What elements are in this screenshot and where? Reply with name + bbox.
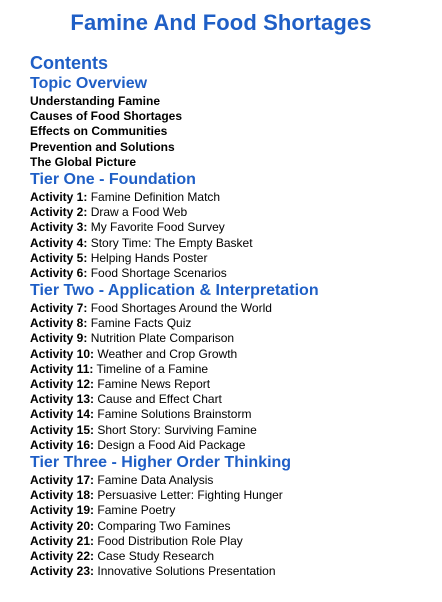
activity-number: Activity 23: bbox=[30, 564, 95, 579]
activity-item[interactable] bbox=[30, 488, 430, 503]
activity-title: Famine Poetry bbox=[97, 503, 176, 518]
activity-number: Activity 3: bbox=[30, 220, 88, 235]
activity-item[interactable] bbox=[30, 362, 430, 377]
page-title: Famine And Food Shortages bbox=[70, 10, 372, 35]
tier-one-activity-list bbox=[30, 190, 430, 281]
activity-item[interactable] bbox=[30, 266, 430, 281]
activity-item[interactable] bbox=[30, 407, 430, 422]
activity-number: Activity 8: bbox=[30, 316, 88, 331]
topic-overview-item-causes[interactable]: Causes of Food Shortages bbox=[30, 109, 183, 124]
activity-number: Activity 11: bbox=[30, 361, 94, 376]
activity-title: Case Study Research bbox=[97, 548, 215, 563]
activity-number: Activity 21: bbox=[30, 533, 95, 548]
activity-number: Activity 10: bbox=[30, 346, 95, 361]
activity-number: Activity 7: bbox=[30, 301, 88, 316]
activity-title: Food Shortages Around the World bbox=[90, 301, 272, 316]
activity-item[interactable] bbox=[30, 549, 430, 564]
activity-item[interactable] bbox=[30, 220, 430, 235]
activity-item[interactable] bbox=[30, 534, 430, 549]
topic-overview-heading: Topic Overview bbox=[30, 75, 148, 92]
activity-item[interactable] bbox=[30, 205, 430, 220]
activity-item[interactable] bbox=[30, 423, 430, 438]
activity-title: Nutrition Plate Comparison bbox=[90, 331, 235, 346]
tier-two-heading: Tier Two - Application & Interpretation bbox=[30, 282, 319, 300]
activity-number: Activity 18: bbox=[30, 488, 95, 503]
activity-title: Persuasive Letter: Fighting Hunger bbox=[97, 488, 283, 503]
activity-title: Story Time: The Empty Basket bbox=[90, 235, 253, 250]
activity-title: Design a Food Aid Package bbox=[97, 437, 246, 452]
activity-title: Famine Data Analysis bbox=[97, 472, 214, 487]
activity-number: Activity 9: bbox=[30, 331, 88, 346]
topic-overview-section bbox=[30, 74, 430, 170]
activity-title: Famine News Report bbox=[97, 377, 211, 391]
tier-two-section bbox=[30, 281, 430, 453]
activity-number: Activity 16: bbox=[30, 437, 95, 452]
activity-title: Cause and Effect Chart bbox=[97, 392, 222, 407]
activity-number: Activity 13: bbox=[30, 392, 95, 407]
activity-number: Activity 19: bbox=[30, 503, 95, 518]
topic-overview-item-prevention[interactable]: Prevention and Solutions bbox=[30, 139, 175, 154]
topic-overview-item-global-picture[interactable]: The Global Picture bbox=[30, 154, 137, 169]
topic-overview-item-understanding-famine[interactable]: Understanding Famine bbox=[30, 94, 161, 108]
activity-title: My Favorite Food Survey bbox=[90, 220, 225, 235]
activity-title: Helping Hands Poster bbox=[90, 250, 208, 265]
topic-overview-item-effects[interactable]: Effects on Communities bbox=[30, 124, 168, 139]
activity-number: Activity 14: bbox=[30, 407, 95, 422]
tiers-container bbox=[30, 170, 430, 579]
activity-title: Comparing Two Famines bbox=[97, 518, 231, 533]
activity-number: Activity 17: bbox=[30, 472, 95, 487]
activity-title: Weather and Crop Growth bbox=[97, 346, 238, 361]
activity-title: Timeline of a Famine bbox=[96, 361, 209, 376]
activity-number: Activity 4: bbox=[30, 235, 88, 250]
tier-two-activity-list bbox=[30, 301, 430, 453]
activity-item[interactable] bbox=[30, 251, 430, 266]
tier-three-section bbox=[30, 453, 430, 579]
tier-three-activity-list bbox=[30, 473, 430, 579]
activity-item[interactable] bbox=[30, 331, 430, 346]
activity-title: Famine Definition Match bbox=[90, 189, 221, 204]
activity-number: Activity 15: bbox=[30, 422, 95, 437]
activity-number: Activity 2: bbox=[30, 205, 88, 220]
activity-number: Activity 22: bbox=[30, 548, 95, 563]
activity-title: Food Shortage Scenarios bbox=[90, 265, 227, 280]
activity-item[interactable] bbox=[30, 347, 430, 362]
activity-item[interactable] bbox=[30, 519, 430, 534]
activity-item[interactable] bbox=[30, 236, 430, 251]
activity-item[interactable] bbox=[30, 473, 430, 488]
topic-overview-list bbox=[30, 94, 430, 170]
activity-item[interactable] bbox=[30, 377, 430, 392]
activity-title: Short Story: Surviving Famine bbox=[97, 422, 257, 437]
activity-title: Draw a Food Web bbox=[90, 205, 188, 220]
activity-title: Famine Facts Quiz bbox=[90, 316, 192, 331]
contents-heading: Contents bbox=[30, 53, 108, 73]
activity-number: Activity 6: bbox=[30, 265, 88, 280]
activity-item[interactable] bbox=[30, 564, 430, 579]
activity-item[interactable] bbox=[30, 301, 430, 316]
activity-title: Food Distribution Role Play bbox=[97, 533, 243, 548]
activity-item[interactable] bbox=[30, 392, 430, 407]
tier-one-heading: Tier One - Foundation bbox=[30, 170, 196, 188]
activity-item[interactable] bbox=[30, 190, 430, 205]
activity-title: Famine Solutions Brainstorm bbox=[97, 407, 252, 422]
tier-three-heading: Tier Three - Higher Order Thinking bbox=[30, 453, 292, 471]
activity-number: Activity 5: bbox=[30, 250, 88, 265]
activity-item[interactable] bbox=[30, 438, 430, 453]
activity-number: Activity 1: bbox=[30, 189, 88, 204]
activity-number: Activity 12: bbox=[30, 377, 95, 391]
tier-one-section bbox=[30, 170, 430, 281]
activity-item[interactable] bbox=[30, 503, 430, 518]
activity-item[interactable] bbox=[30, 316, 430, 331]
table-of-contents bbox=[30, 52, 430, 579]
activity-title: Innovative Solutions Presentation bbox=[97, 564, 276, 579]
activity-number: Activity 20: bbox=[30, 518, 95, 533]
